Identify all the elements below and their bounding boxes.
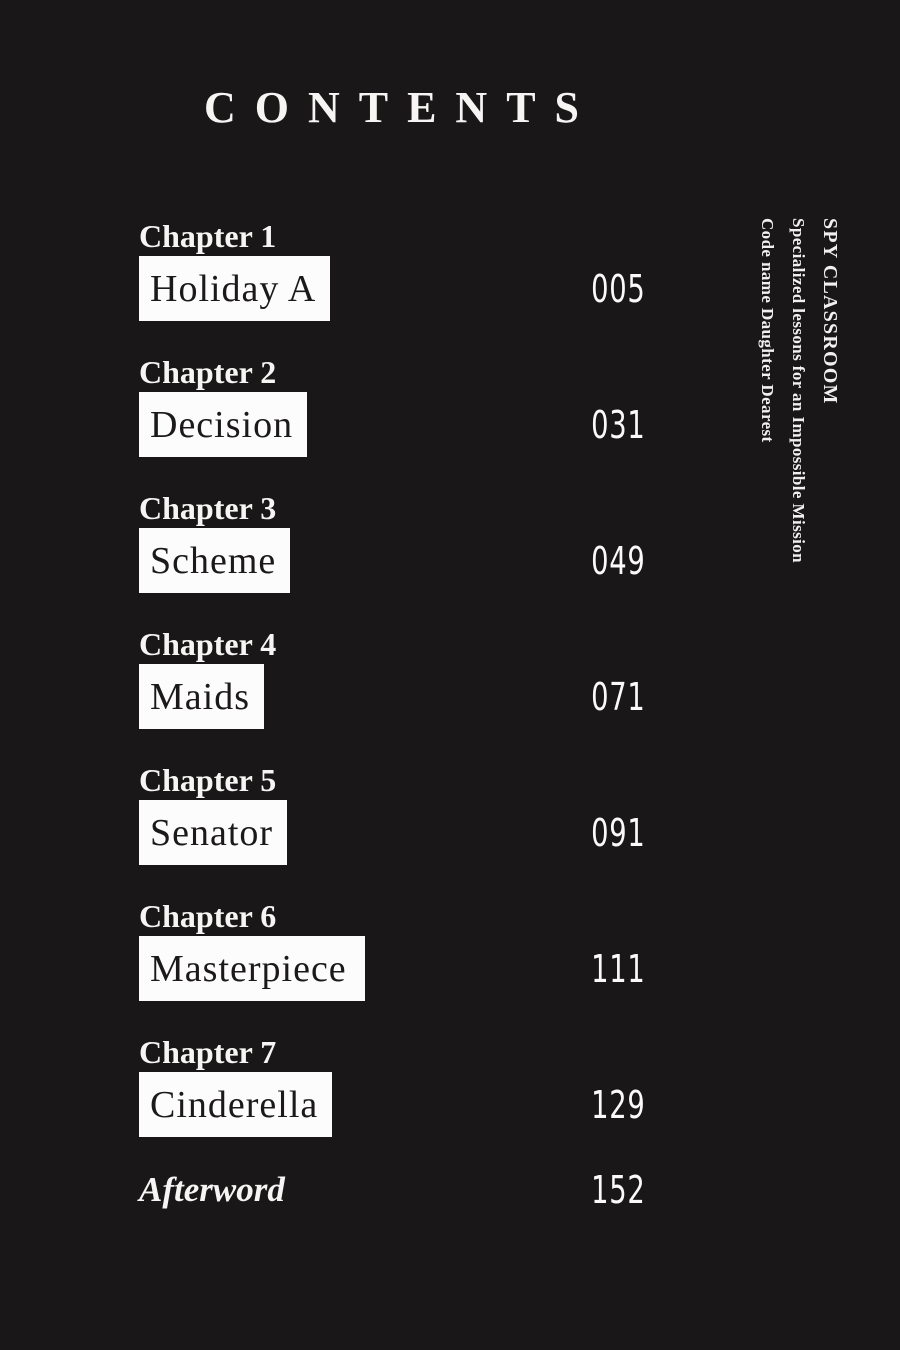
toc-list (139, 218, 646, 1210)
page-title: CONTENTS (203, 83, 599, 132)
toc-row (139, 800, 646, 865)
chapter-title-box: Masterpiece (139, 936, 365, 1001)
page-number (570, 674, 646, 719)
toc-entry-chapter-3 (139, 490, 646, 593)
page-number-value: 152 (591, 1168, 646, 1212)
chapter-label: Chapter 7 (139, 1034, 277, 1070)
spine-text (752, 218, 845, 638)
page-number (570, 946, 646, 991)
chapter-title-box: Cinderella (139, 1072, 332, 1137)
toc-entry-chapter-6 (139, 898, 646, 1001)
page-number-value: 031 (591, 402, 646, 447)
toc-entry-chapter-7 (139, 1034, 646, 1137)
page-number (570, 1168, 646, 1212)
toc-row (139, 256, 646, 321)
toc-entry-chapter-4 (139, 626, 646, 729)
series-tagline: Specialized lessons for an Impossible Mission (789, 218, 808, 563)
chapter-label: Chapter 2 (139, 354, 277, 390)
volume-subtitle: Code name Daughter Dearest (758, 218, 777, 443)
page-number-value: 129 (591, 1082, 646, 1127)
chapter-title-box: Maids (139, 664, 264, 729)
toc-row (139, 936, 646, 1001)
chapter-title-box: Decision (139, 392, 307, 457)
toc-row (139, 1072, 646, 1137)
chapter-label: Chapter 1 (139, 218, 277, 254)
toc-row (139, 664, 646, 729)
toc-row (139, 528, 646, 593)
page-number-value: 071 (591, 674, 646, 719)
chapter-label: Chapter 4 (139, 626, 277, 662)
chapter-title-box: Senator (139, 800, 287, 865)
chapter-label: Chapter 5 (139, 762, 277, 798)
page-number-value: 049 (591, 538, 646, 583)
series-title: SPY CLASSROOM (819, 218, 841, 405)
page-number (570, 266, 646, 311)
page-number (570, 810, 646, 855)
page-number-value: 005 (591, 266, 646, 311)
page-number (570, 1082, 646, 1127)
toc-row (139, 392, 646, 457)
page-number (570, 538, 646, 583)
page-number-value: 091 (591, 810, 646, 855)
toc-entry-chapter-1 (139, 218, 646, 321)
page-number (570, 402, 646, 447)
chapter-label: Chapter 3 (139, 490, 277, 526)
chapter-title-box: Scheme (139, 528, 290, 593)
afterword-label: Afterword (139, 1170, 285, 1209)
chapter-title-box: Holiday A (139, 256, 330, 321)
chapter-label: Chapter 6 (139, 898, 277, 934)
toc-entry-afterword (139, 1170, 646, 1210)
toc-entry-chapter-5 (139, 762, 646, 865)
toc-entry-chapter-2 (139, 354, 646, 457)
page-number-value: 111 (591, 946, 646, 991)
